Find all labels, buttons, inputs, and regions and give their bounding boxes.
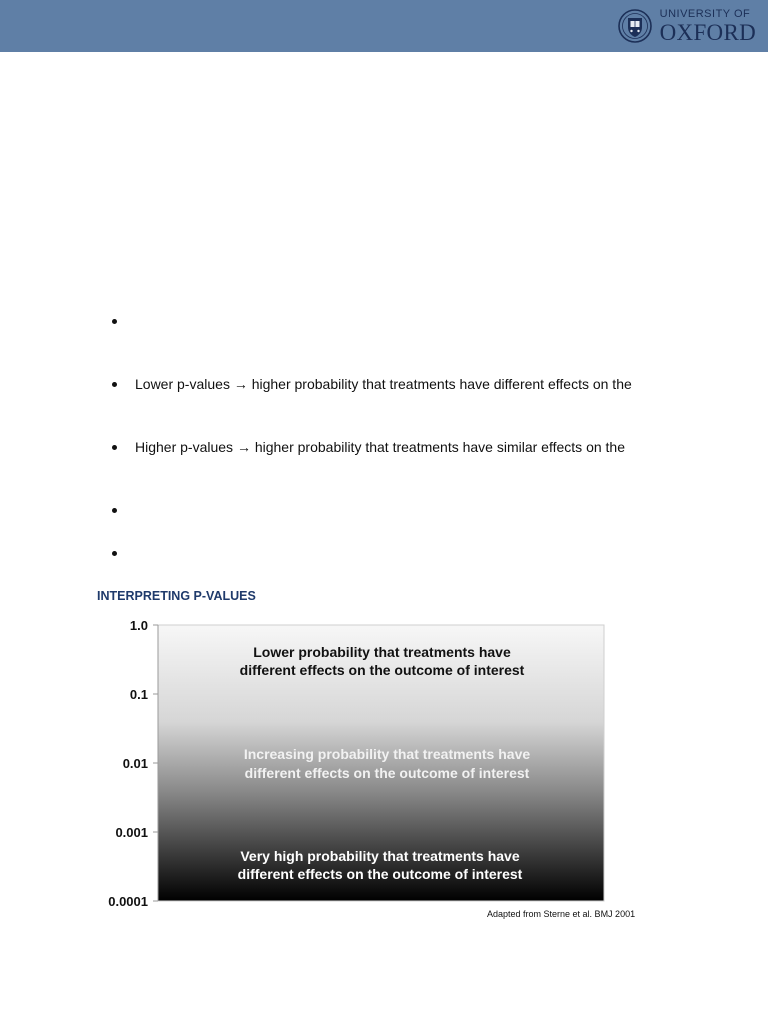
bullet-item xyxy=(112,374,712,394)
header-bar xyxy=(0,0,768,52)
bullet-item xyxy=(112,500,712,520)
y-tick-label: 0.001 xyxy=(115,825,148,840)
bullet-marker xyxy=(112,319,117,324)
university-logo[interactable] xyxy=(618,5,756,47)
chart-section-title: INTERPRETING P-VALUES xyxy=(97,589,256,603)
logo-line-oxford: OXFORD xyxy=(659,19,756,45)
citation-text: Adapted from Sterne et al. BMJ 2001 xyxy=(487,909,636,919)
y-tick-label: 0.1 xyxy=(129,687,148,702)
logo-wordmark xyxy=(660,9,756,44)
band-annotation-line: Very high probability that treatments have xyxy=(240,848,520,864)
bullet-text: Higher p-values → higher probability that treatments have similar effects on the xyxy=(135,439,625,455)
band-annotation-line: different effects on the outcome of interest xyxy=(237,866,523,882)
bullet-marker xyxy=(112,508,117,513)
y-axis-ticks xyxy=(108,618,158,909)
bullet-item xyxy=(112,437,712,457)
bullet-item xyxy=(112,543,712,563)
band-annotation-line: Increasing probability that treatments have xyxy=(243,746,531,762)
bullet-marker xyxy=(112,382,117,387)
band-annotation-line: different effects on the outcome of interest xyxy=(244,765,530,781)
oxford-crest-icon xyxy=(618,5,652,47)
band-annotation-line: different effects on the outcome of interest xyxy=(239,662,525,678)
band-annotation-line: Lower probability that treatments have xyxy=(253,644,511,660)
y-tick-label: 0.01 xyxy=(122,756,148,771)
y-tick-label: 1.0 xyxy=(129,618,148,633)
y-tick-label: 0.0001 xyxy=(108,894,148,909)
bullet-text: Lower p-values → higher probability that treatments have different effects on the xyxy=(135,376,632,392)
bullet-item xyxy=(112,311,712,331)
bullet-marker xyxy=(112,445,117,450)
bullet-marker xyxy=(112,551,117,556)
logo-line-university: UNIVERSITY OF xyxy=(659,7,751,20)
